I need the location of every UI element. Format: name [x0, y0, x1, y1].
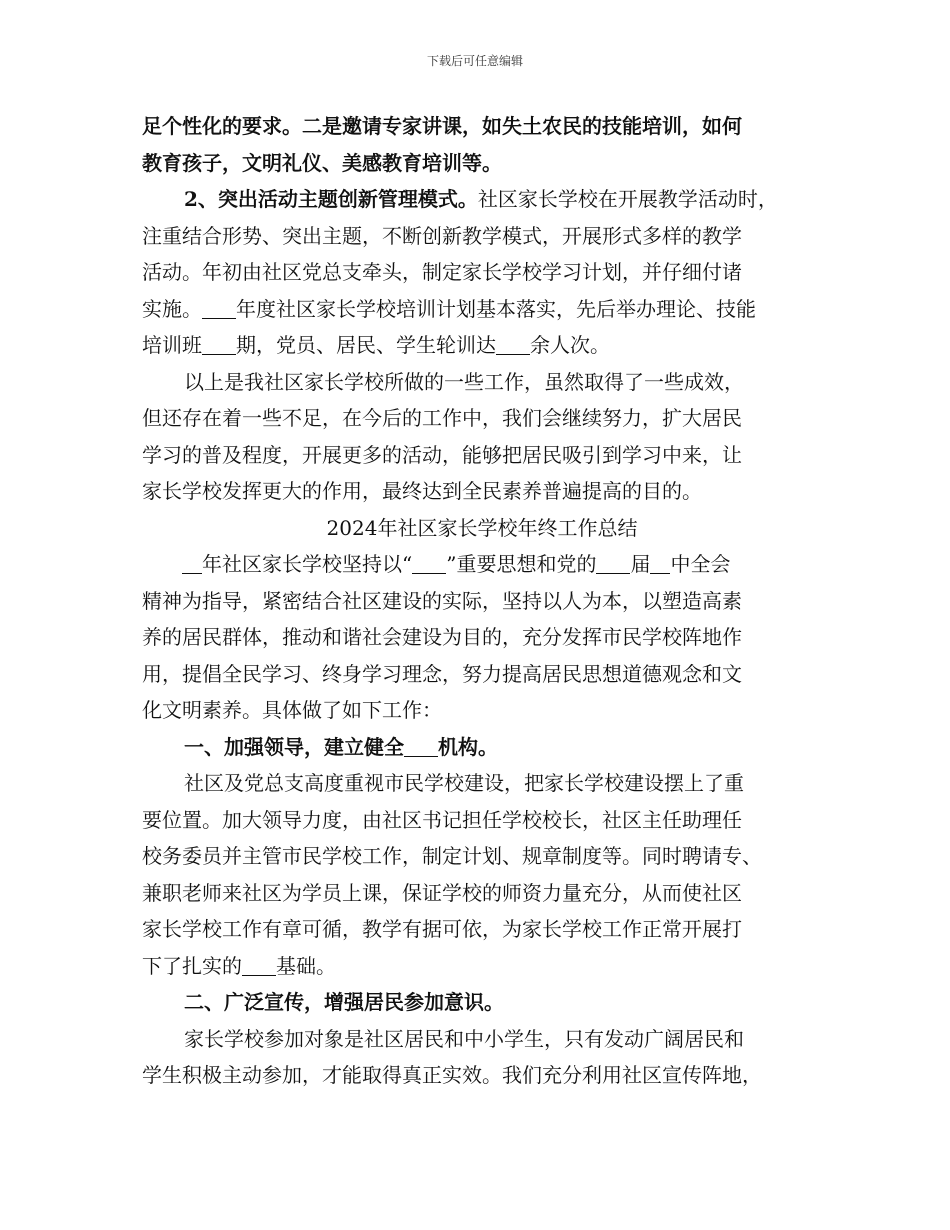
document-body: [142, 108, 822, 1094]
paragraph-line: 精神为指导，紧密结合社区建设的实际，坚持以人为本，以塑造高素: [142, 588, 742, 613]
paragraph-text: 培训班: [142, 333, 202, 357]
blank-underline: [404, 755, 438, 757]
paragraph-text: 届: [630, 552, 651, 576]
blank-underline: [182, 572, 202, 574]
paragraph-line: 用，提倡全民学习、终身学习理念，努力提高居民思想道德观念和文: [142, 661, 742, 686]
paragraph-line: [142, 291, 822, 328]
paragraph-line: 学习的普及程度，开展更多的活动，能够把居民吸引到学习中来，让: [142, 442, 742, 467]
paragraph-text: 中全会: [670, 552, 731, 576]
paragraph-text: 余人次。: [530, 333, 610, 357]
paragraph-line: [142, 948, 822, 985]
section-heading: [142, 729, 822, 766]
paragraph-line: 社区及党总支高度重视市民学校建设，把家长学校建设摆上了重: [184, 771, 744, 795]
paragraph-line: 教育孩子，文明礼仪、美感教育培训等。: [142, 150, 502, 175]
paragraph-line: [142, 181, 822, 218]
blank-underline: [496, 353, 530, 355]
paragraph-line: 以上是我社区家长学校所做的一些工作，虽然取得了一些成效，: [184, 369, 744, 394]
paragraph-text: 期，党员、居民、学生轮训达: [236, 333, 496, 357]
paragraph-line: [142, 546, 822, 583]
paragraph-line: 学生积极主动参加，才能取得真正实效。我们充分利用社区宣传阵地，: [142, 1063, 762, 1087]
paragraph-line: [142, 327, 822, 364]
page-header: 下载后可任意编辑: [426, 54, 523, 68]
section-lead: 2、突出活动主题创新管理模式。: [184, 187, 478, 211]
blank-underline: [202, 317, 236, 319]
blank-underline: [202, 353, 236, 355]
blank-underline: [596, 572, 630, 574]
paragraph-line: 家长学校工作有章可循，教学有据可依，为家长学校工作正常开展打: [142, 917, 742, 941]
paragraph-text: 实施。: [142, 296, 202, 321]
blank-underline: [242, 974, 276, 976]
paragraph-text: ”重要思想和党的: [446, 552, 597, 576]
paragraph-line: 养的居民群体，推动和谐社会建设为目的，充分发挥市民学校阵地作: [142, 625, 742, 649]
paragraph-line: 活动。年初由社区党总支牵头，制定家长学校学习计划，并仔细付诸: [142, 260, 742, 284]
heading-text: 一、加强领导，建立健全: [184, 734, 404, 759]
paragraph-line: 注重结合形势、突出主题，不断创新教学模式，开展形式多样的教学: [142, 223, 742, 248]
paragraph-line: 化文明素养。具体做了如下工作：: [142, 698, 442, 722]
paragraph-text: 基础。: [276, 953, 336, 978]
paragraph-line: 兼职老师来社区为学员上课，保证学校的师资力量充分，从而使社区: [142, 880, 742, 905]
heading-text: 机构。: [438, 734, 498, 759]
paragraph-line: 校务委员并主管市民学校工作，制定计划、规章制度等。同时聘请专、: [142, 844, 762, 868]
section-heading: 二、广泛宣传，增强居民参加意识。: [184, 990, 504, 1014]
paragraph-text: 下了扎实的: [142, 953, 242, 978]
paragraph-line: 家长学校发挥更大的作用，最终达到全民素养普遍提高的目的。: [142, 479, 702, 503]
paragraph-text: 年度社区家长学校培训计划基本落实，先后举办理论、技能: [236, 296, 756, 321]
blank-underline: [412, 572, 446, 574]
paragraph-text: 社区家长学校在开展教学活动时，: [477, 187, 778, 211]
paragraph-line: 家长学校参加对象是社区居民和中小学生，只有发动广阔居民和: [184, 1026, 744, 1051]
paragraph-line: 足个性化的要求。二是邀请专家讲课，如失土农民的技能培训，如何: [142, 114, 742, 138]
paragraph-line: 但还存在着一些不足，在今后的工作中，我们会继续努力，扩大居民: [142, 406, 742, 430]
paragraph-line: 要位置。加大领导力度，由社区书记担任学校校长，社区主任助理任: [142, 807, 742, 832]
blank-underline: [650, 572, 670, 574]
document-title: 2024年社区家长学校年终工作总结: [326, 515, 638, 540]
paragraph-text: 年社区家长学校坚持以“: [202, 552, 413, 576]
